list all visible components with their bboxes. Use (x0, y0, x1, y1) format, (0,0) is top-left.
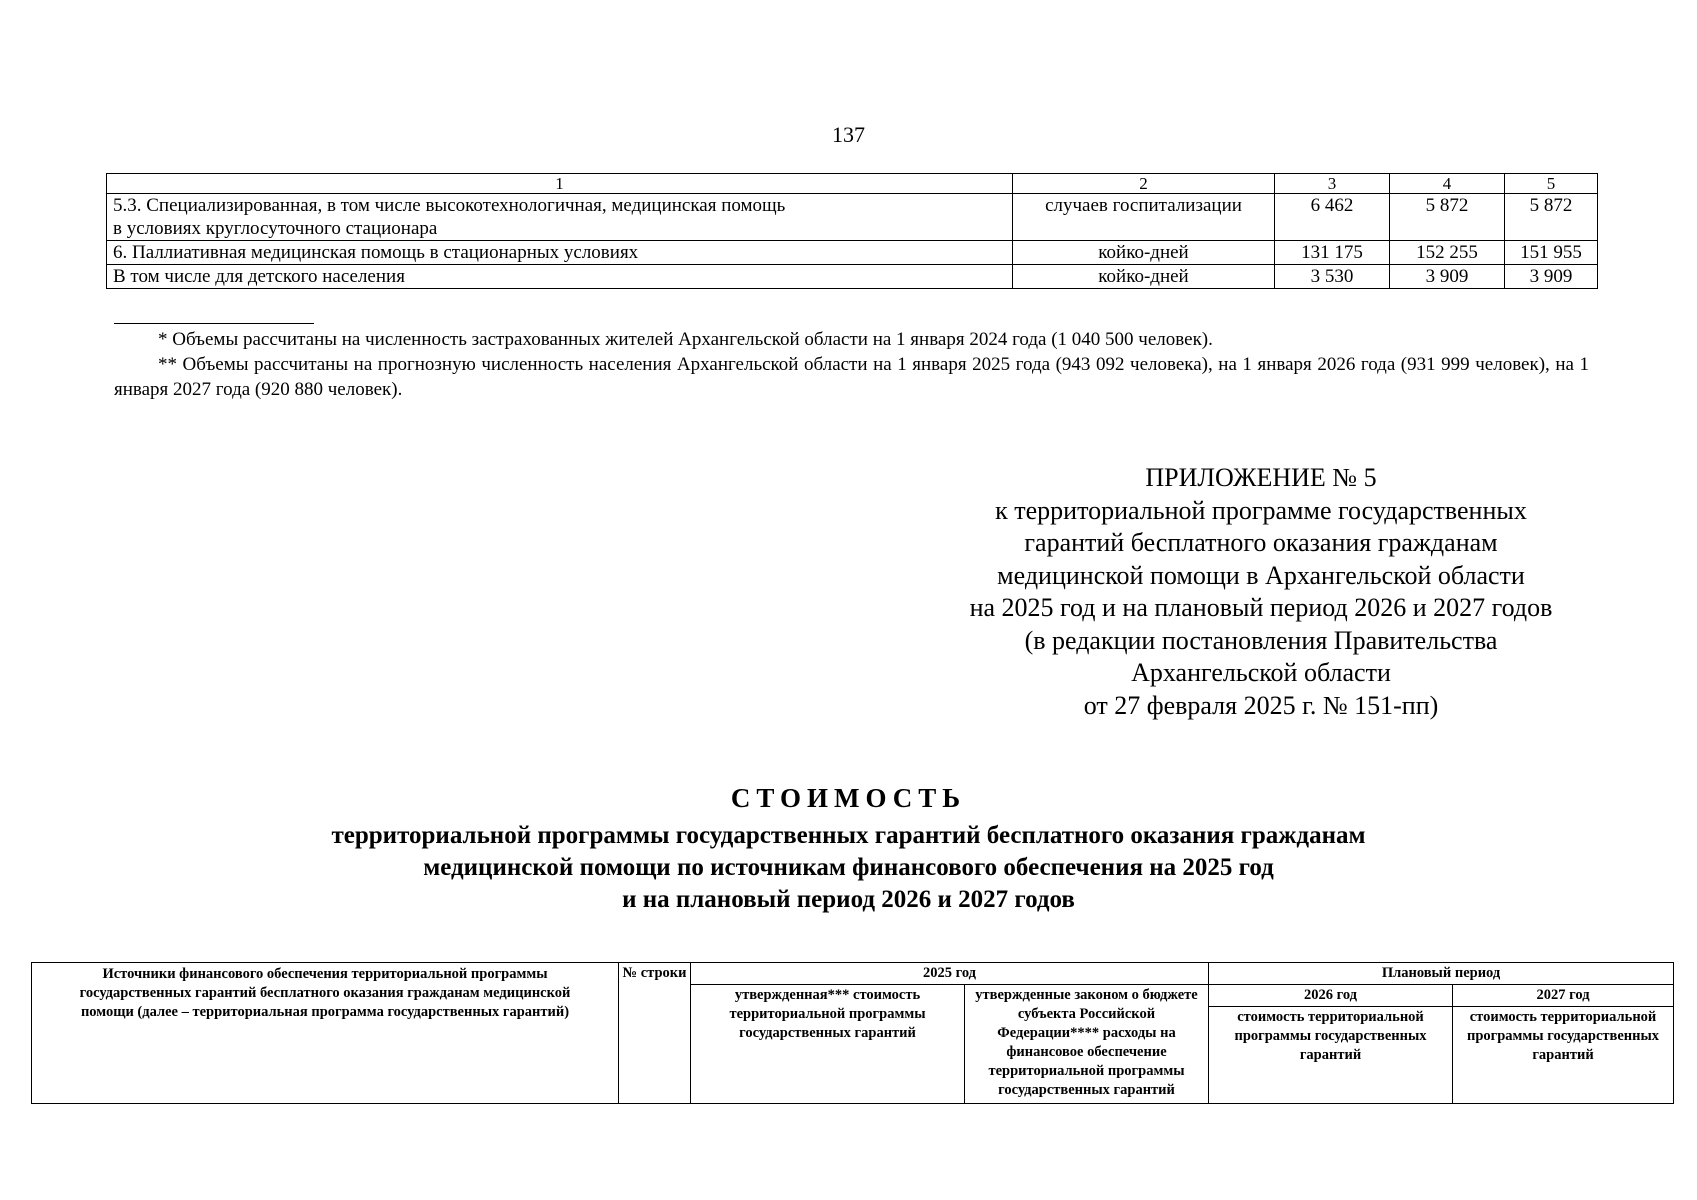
header-cell-4: 4 (1390, 174, 1505, 194)
row-unit: случаев госпитализации (1013, 194, 1275, 241)
row-number-header: № строки (619, 963, 691, 1104)
footnote-1: * Объемы рассчитаны на численность застрахованных жителей Архангельской области на 1 января 2024 года (1 040 500 человек). (158, 329, 1213, 350)
header-cell-1: 1 (107, 174, 1013, 194)
year-2025-header: 2025 год (691, 963, 1209, 985)
budget-law-header: утвержденные законом о бюджете субъекта Российской Федерации**** расходы на финансовое обеспечение территориальной программы государственных гарантий (965, 985, 1209, 1104)
row-value-4: 5 872 (1390, 194, 1505, 241)
year-2026-header: 2026 год (1209, 985, 1453, 1007)
table-header-row (107, 174, 1598, 194)
row-value-5: 151 955 (1505, 241, 1598, 265)
footnote-2: ** Объемы рассчитаны на прогнозную численность населения Архангельской области на 1 января 2025 года (943 092 человека), на 1 января 2026 года (931 999 человек), на 1 января 2027 года (920 880 человек). (114, 354, 1589, 400)
row-name-line: 5.3. Специализированная, в том числе высокотехнологичная, медицинская помощь (113, 195, 786, 216)
row-name: В том числе для детского населения (107, 265, 1013, 289)
header-cell-5: 5 (1505, 174, 1598, 194)
appendix-line: медицинской помощи в Архангельской области (997, 560, 1525, 590)
appendix-line: гарантий бесплатного оказания гражданам (1024, 528, 1498, 557)
subtitle-line: медицинской помощи по источникам финансового обеспечения на 2025 год (423, 854, 1274, 881)
row-value-4: 152 255 (1390, 241, 1505, 265)
cost-2027-header: стоимость территориальной программы государственных гарантий (1453, 1007, 1674, 1104)
table-header-row (32, 963, 1674, 985)
row-name-line: в условиях круглосуточного стационара (113, 218, 438, 239)
row-value-3: 6 462 (1275, 194, 1390, 241)
sources-header: Источники финансового обеспечения территориальной программы государственных гарантий бесплатного оказания гражданам медицинской помощи (далее – территориальная программа государственных гарантий) (32, 963, 619, 1104)
subtitle-line: территориальной программы государственных гарантий бесплатного оказания гражданам (331, 822, 1366, 849)
table-row (107, 194, 1598, 241)
appendix-line: Архангельской области (1131, 658, 1391, 687)
appendix-line: на 2025 год и на плановый период 2026 и 2027 годов (969, 593, 1553, 622)
volumes-table (106, 173, 1598, 289)
row-unit: койко-дней (1013, 265, 1275, 289)
subtitle-line: и на плановый период 2026 и 2027 годов (622, 886, 1075, 913)
document-subtitle (0, 820, 1697, 916)
row-name: 6. Паллиативная медицинская помощь в стационарных условиях (107, 241, 1013, 265)
planned-period-header: Плановый период (1209, 963, 1674, 985)
header-cell-2: 2 (1013, 174, 1275, 194)
appendix-line: к территориальной программе государственных (995, 495, 1527, 525)
row-value-5: 3 909 (1505, 265, 1598, 289)
document-title: СТОИМОСТЬ (730, 783, 967, 813)
row-value-3: 3 530 (1275, 265, 1390, 289)
cost-table (31, 962, 1674, 1104)
cost-2026-header: стоимость территориальной программы государственных гарантий (1209, 1007, 1453, 1104)
row-unit: койко-дней (1013, 241, 1275, 265)
row-value-5: 5 872 (1505, 194, 1598, 241)
table-row (107, 241, 1598, 265)
row-name (107, 194, 1013, 241)
approved-cost-header: утвержденная*** стоимость территориальной программы государственных гарантий (691, 985, 965, 1104)
appendix-line: (в редакции постановления Правительства (1024, 625, 1498, 655)
footnote-divider (114, 323, 314, 324)
row-value-3: 131 175 (1275, 241, 1390, 265)
row-value-4: 3 909 (1390, 265, 1505, 289)
appendix-heading (936, 462, 1586, 722)
header-cell-3: 3 (1275, 174, 1390, 194)
year-2027-header: 2027 год (1453, 985, 1674, 1007)
appendix-title: ПРИЛОЖЕНИЕ № 5 (1145, 463, 1377, 492)
appendix-line: от 27 февраля 2025 г. № 151-пп) (1083, 690, 1439, 720)
table-row (107, 265, 1598, 289)
footnotes (114, 327, 1589, 402)
page-number: 137 (832, 122, 865, 147)
